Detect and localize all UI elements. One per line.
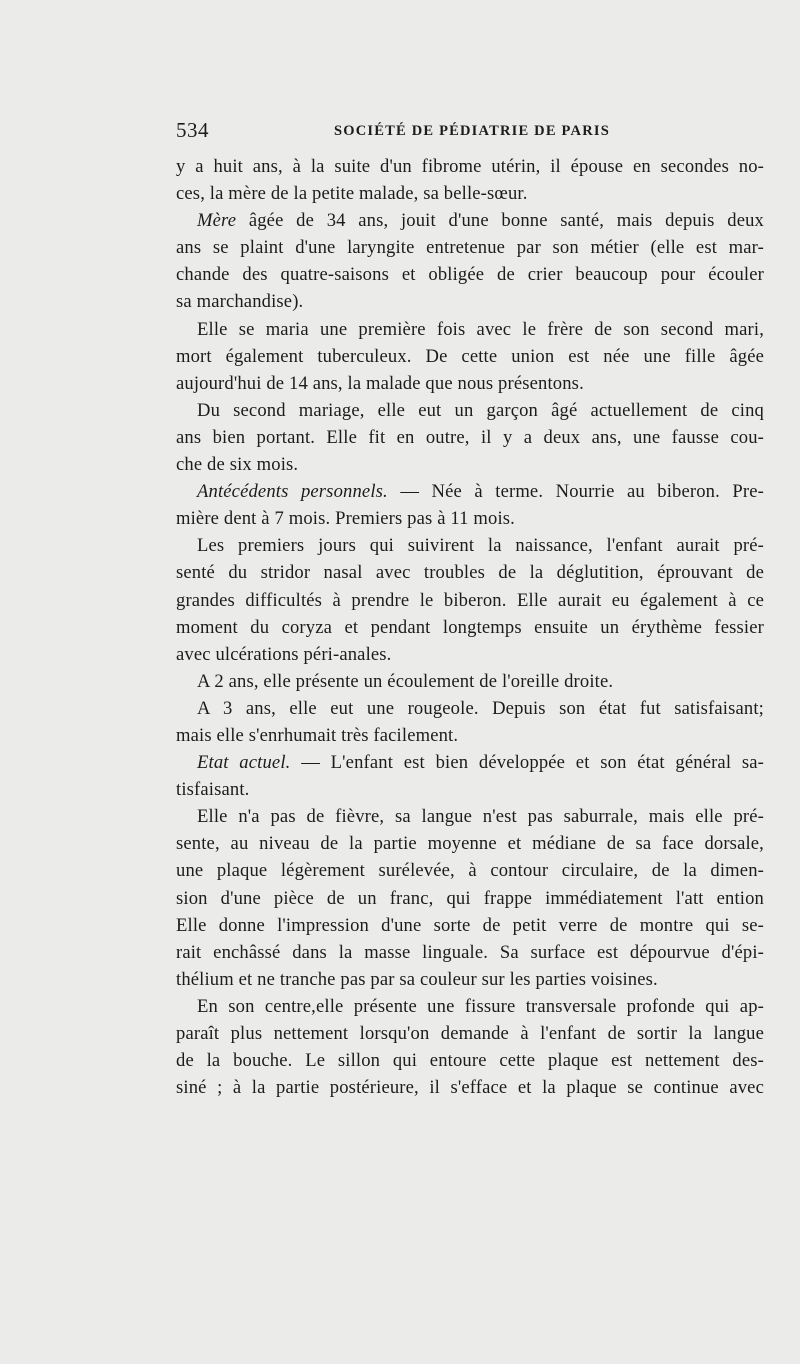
text-line: A 3 ans, elle eut une rougeole. Depuis son état fut satisfaisant; (197, 697, 764, 719)
text-line: paraît plus nettement lorsqu'on demande à l'enfant de sortir la langue (176, 1023, 764, 1044)
text-line: sion d'une pièce de un franc, qui frappe immédiatement l'att ention (176, 887, 764, 909)
italic-heading: Mère (197, 210, 237, 232)
text-line: Du second mariage, elle eut un garçon âgé actuellement de cinq (197, 399, 764, 421)
text-line: senté du stridor nasal avec troubles de la déglutition, éprouvant de (176, 562, 764, 584)
text-line: thélium et ne tranche pas par sa couleur sur les parties voisines. (176, 968, 658, 990)
text-line: Elle donne l'impression d'une sorte de petit verre de montre qui se- (176, 914, 764, 936)
text-line: mière dent à 7 mois. Premiers pas à 11 mois. (176, 508, 515, 530)
text-line: aujourd'hui de 14 ans, la malade que nous présentons. (176, 372, 584, 394)
text-line: chande des quatre-saisons et obligée de crier beaucoup pour écouler (176, 264, 764, 286)
text-line: Antécédents personnels. — Née à terme. Nourrie au biberon. Pre- (197, 481, 764, 503)
italic-heading: Antécédents personnels. (197, 481, 388, 503)
text-line: sente, au niveau de la partie moyenne et médiane de sa face dorsale, (176, 833, 764, 855)
text-line: ans bien portant. Elle fit en outre, il y a deux ans, une fausse cou- (176, 426, 764, 448)
text-line: Elle se maria une première fois avec le frère de son second mari, (197, 318, 764, 340)
text-line: siné ; à la partie postérieure, il s'efface et la plaque se continue avec (176, 1077, 764, 1099)
text-line: grandes difficultés à prendre le biberon. Elle aurait eu également à ce (176, 589, 764, 611)
text-line: avec ulcérations péri-anales. (176, 643, 392, 665)
text-line: che de six mois. (176, 454, 299, 476)
text-line: sa marchandise). (176, 291, 304, 313)
text-line: de la bouche. Le sillon qui entoure cette plaque est nettement des- (176, 1050, 764, 1072)
text-line: y a huit ans, à la suite d'un fibrome utérin, il épouse en secondes no- (176, 156, 764, 177)
text-line: tisfaisant. (176, 779, 250, 801)
text-line: moment du coryza et pendant longtemps ensuite un érythème fessier (176, 616, 764, 638)
text-line: Mère âgée de 34 ans, jouit d'une bonne santé, mais depuis deux (197, 210, 764, 232)
text-line: mort également tuberculeux. De cette union est née une fille âgée (176, 345, 764, 367)
text-line: rait enchâssé dans la masse linguale. Sa surface est dépourvue d'épi- (176, 941, 764, 963)
text-line: Les premiers jours qui suivirent la naissance, l'enfant aurait pré- (197, 535, 764, 557)
text-line: Elle n'a pas de fièvre, sa langue n'est pas saburrale, mais elle pré- (197, 806, 764, 828)
text-line: ans se plaint d'une laryngite entretenue par son métier (elle est mar- (176, 237, 764, 259)
text-line: Etat actuel. — L'enfant est bien développée et son état général sa- (197, 752, 765, 774)
text-line: une plaque légèrement surélevée, à contour circulaire, de la dimen- (176, 860, 764, 882)
text-line: A 2 ans, elle présente un écoulement de l'oreille droite. (197, 670, 614, 692)
page-header (176, 118, 764, 144)
page-number: 534 (176, 118, 209, 142)
text-line: En son centre,elle présente une fissure transversale profonde qui ap- (197, 995, 764, 1017)
text-line: mais elle s'enrhumait très facilement. (176, 724, 459, 746)
text-line: ces, la mère de la petite malade, sa belle-sœur. (176, 183, 528, 205)
body-text (176, 153, 764, 1101)
italic-heading: Etat actuel. (197, 752, 291, 774)
running-title: SOCIÉTÉ DE PÉDIATRIE DE PARIS (334, 123, 610, 139)
